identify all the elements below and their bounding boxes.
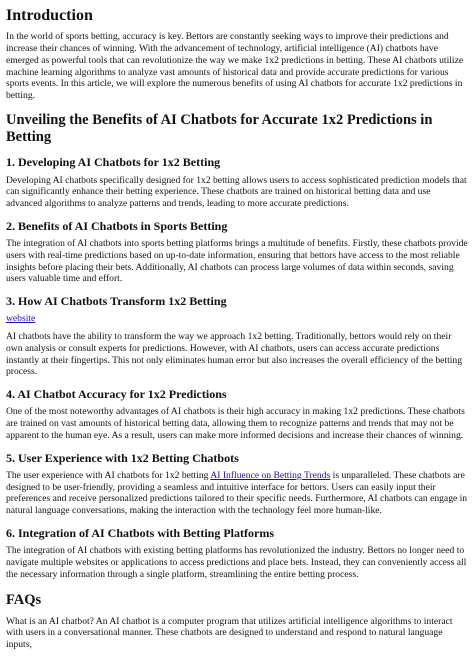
section-4-heading: 4. AI Chatbot Accuracy for 1x2 Predictions xyxy=(6,387,227,401)
section-5-text-before: The user experience with AI chatbots for 1x2 betting xyxy=(6,469,211,481)
section-5-heading: 5. User Experience with 1x2 Betting Chatbots xyxy=(6,450,239,465)
faq-paragraph: What is an AI chatbot? An AI chatbot is a computer program that utilizes artificial intelligence algorithms to interact with users in a conversational manner. These chatbots are designed to understand and respond to natural language inputs, xyxy=(6,615,453,650)
section-6-paragraph: The integration of AI chatbots with existing betting platforms has revolutionized the industry. Bettors no longer need to navigate multiple websites or applications to access predictions and place bets. Instead, they can conveniently access all the necessary information through a single platform, streamlining the entire betting process. xyxy=(6,545,467,580)
section-3-paragraph: AI chatbots have the ability to transform the way we approach 1x2 betting. Traditionally, bettors would rely on their own analysis or consult experts for predictions. However, with AI chatbots, users can access accurate predictions instantly at their fingertips. This not only eliminates human error but also increases the overall efficiency of the betting process. xyxy=(6,331,463,378)
section-5-paragraph xyxy=(6,470,468,517)
section-2-paragraph: The integration of AI chatbots into sports betting platforms brings a multitude of benefits. Firstly, these chatbots provide users with real-time predictions based on up-to-date information, ensuring that bettors have access to the most reliable insights before placing their bets. Additionally, AI chatbots can process large volumes of data within seconds, saving users valuable time and effort. xyxy=(6,238,468,285)
section-4-paragraph: One of the most noteworthy advantages of AI chatbots is their high accuracy in making 1x2 predictions. These chatbots are trained on vast amounts of historical betting data, allowing them to recognize patterns and trends that may not be apparent to the human eye. As a result, users can make more informed decisions and increase their chances of winning. xyxy=(6,406,465,441)
section-1-heading: 1. Developing AI Chatbots for 1x2 Betting xyxy=(6,155,221,170)
section-6-heading: 6. Integration of AI Chatbots with Betting Platforms xyxy=(6,525,274,540)
section-1-paragraph: Developing AI chatbots specifically designed for 1x2 betting allows users to access sophisticated prediction models that can significantly enhance their betting experience. These chatbots are trained on historical betting data and use advanced algorithms to analyze patterns and trends, leading to more accurate predictions. xyxy=(6,174,467,210)
section-5-text-after: is unparalleled. These chatbots are designed to be user-friendly, providing a seamless and intuitive interface for bettors. Users can easily input their preferences and receive personalized predictions tailored to their specific needs. Furthermore, AI chatbots can engage in natural language conversations, making the interaction with the technology feel more human-like. xyxy=(6,469,468,516)
website-link[interactable]: website xyxy=(6,313,36,325)
intro-heading: Introduction xyxy=(6,7,93,24)
section-2-heading: 2. Benefits of AI Chatbots in Sports Betting xyxy=(6,218,228,233)
website-link-paragraph xyxy=(6,313,468,325)
betting-trends-link[interactable]: AI Influence on Betting Trends xyxy=(210,469,331,481)
faq-heading: FAQs xyxy=(6,592,42,609)
section-3-heading: 3. How AI Chatbots Transform 1x2 Betting xyxy=(6,294,227,309)
main-heading: Unveiling the Benefits of AI Chatbots for Accurate 1x2 Predictions in Betting xyxy=(6,111,433,145)
intro-paragraph: In the world of sports betting, accuracy is key. Bettors are constantly seeking ways to improve their predictions and increase their chances of winning. With the advancement of technology, artificial intelligence (AI) chatbots have emerged as powerful tools that can revolutionize the way we make 1x2 predictions in betting. These AI chatbots utilize machine learning algorithms to analyze vast amounts of historical data and provide accurate predictions for various sports events. In this article, we will explore the numerous benefits of using AI chatbots for accurate 1x2 predictions in betting. xyxy=(6,31,464,101)
